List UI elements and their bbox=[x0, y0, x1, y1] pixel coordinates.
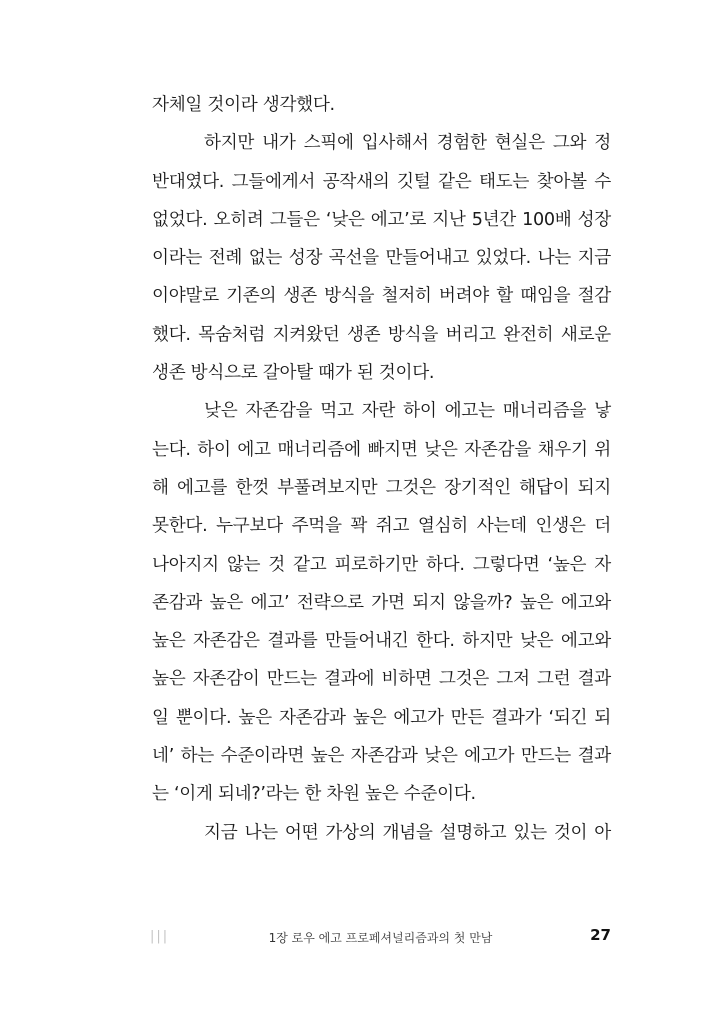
text-line: 일 뿐이다. 높은 자존감과 높은 에고가 만든 결과가 ‘되긴 되 bbox=[152, 707, 611, 728]
text-line: 반대였다. 그들에게서 공작새의 깃털 같은 태도는 찾아볼 수 bbox=[152, 171, 611, 192]
text-line: 네’ 하는 수준이라면 높은 자존감과 낮은 에고가 만드는 결과 bbox=[152, 746, 611, 767]
text-line: 하지만 내가 스픽에 입사해서 경험한 현실은 그와 정 bbox=[204, 133, 611, 154]
footer-marks: ||| bbox=[150, 929, 170, 944]
text-line: 해 에고를 한껏 부풀려보지만 그것은 장기적인 해답이 되지 bbox=[152, 477, 611, 498]
text-line: 못한다. 누구보다 주먹을 꽉 쥐고 열심히 사는데 인생은 더 bbox=[152, 516, 611, 537]
text-line: 이야말로 기존의 생존 방식을 철저히 버려야 할 때임을 절감 bbox=[152, 286, 611, 307]
text-line: 생존 방식으로 갈아탈 때가 된 것이다. bbox=[152, 363, 435, 384]
text-line: 이라는 전례 없는 성장 곡선을 만들어내고 있었다. 나는 지금 bbox=[152, 248, 611, 269]
page-footer bbox=[150, 926, 611, 948]
text-line: 없었다. 오히려 그들은 ‘낮은 에고’로 지난 5년간 100배 성장 bbox=[152, 209, 611, 230]
body-text bbox=[152, 86, 611, 852]
text-line: 는다. 하이 에고 매너리즘에 빠지면 낮은 자존감을 채우기 위 bbox=[152, 439, 611, 460]
text-line: 자체일 것이라 생각했다. bbox=[152, 95, 335, 115]
text-line: 존감과 높은 에고’ 전략으로 가면 되지 않을까? 높은 에고와 bbox=[152, 592, 611, 613]
page-number: 27 bbox=[590, 926, 611, 944]
text-line: 나아지지 않는 것 같고 피로하기만 하다. 그렇다면 ‘높은 자 bbox=[152, 554, 611, 575]
text-line: 지금 나는 어떤 가상의 개념을 설명하고 있는 것이 아 bbox=[204, 822, 611, 843]
text-line: 했다. 목숨처럼 지켜왔던 생존 방식을 버리고 완전히 새로운 bbox=[152, 324, 611, 345]
text-line: 는 ‘이게 되네?’라는 한 차원 높은 수준이다. bbox=[152, 784, 476, 805]
running-title: 1장 로우 에고 프로페셔널리즘과의 첫 만남 bbox=[268, 931, 493, 945]
text-line: 높은 자존감이 만드는 결과에 비하면 그것은 그저 그런 결과 bbox=[152, 669, 611, 690]
text-line: 낮은 자존감을 먹고 자란 하이 에고는 매너리즘을 낳 bbox=[204, 401, 611, 422]
text-line: 높은 자존감은 결과를 만들어내긴 한다. 하지만 낮은 에고와 bbox=[152, 631, 611, 652]
